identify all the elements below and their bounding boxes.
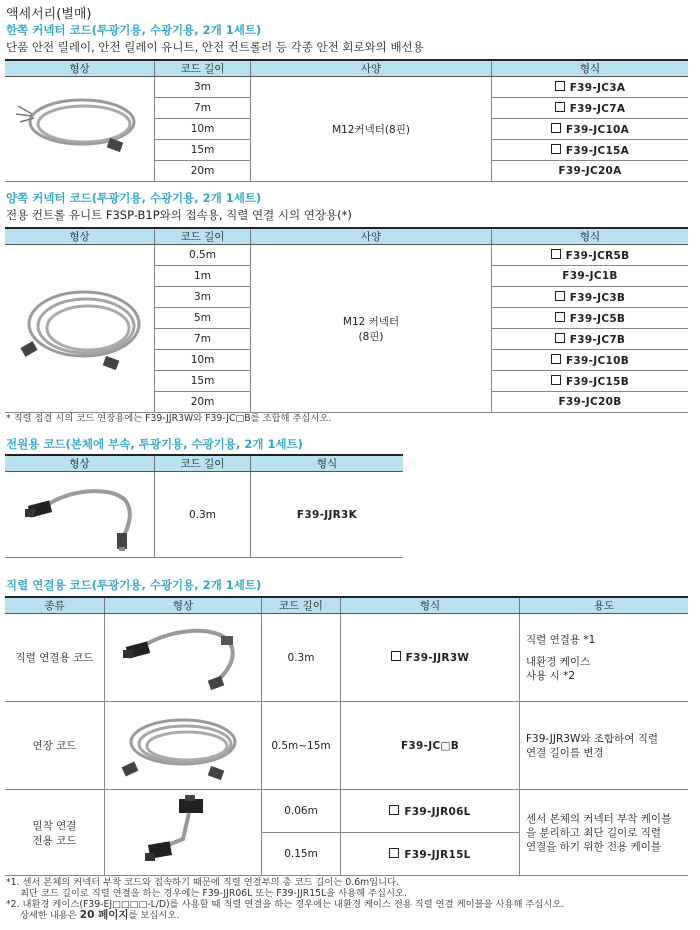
footnote-1b: 최단 코드 길이로 직렬 연결을 하는 경우에는 F39-JJR06L 또는 F39-JJR15L을 사용해 주십시오. — [20, 888, 407, 899]
header-shape: 형상 — [105, 597, 262, 614]
close-cord-image — [123, 793, 243, 873]
usage-line: 센서 본체의 커넥터 부착 케이블 — [526, 812, 672, 825]
usage-line: 을 분리하고 최단 길이로 직렬 — [526, 826, 662, 839]
power-cord-image-cell — [5, 472, 155, 558]
model-text: F39-JCR5B — [565, 249, 630, 262]
header-length: 코드 길이 — [155, 455, 251, 472]
usage-line: F39-JJR3W와 조합하여 직렬 — [526, 732, 659, 745]
length-cell: 15m — [155, 140, 251, 161]
checkbox-icon — [555, 312, 565, 322]
header-shape: 형상 — [5, 60, 155, 77]
series-cord-length: 0.3m — [262, 614, 341, 702]
model-text: F39-JC10B — [565, 354, 630, 367]
model-cell — [492, 245, 689, 266]
section1-table — [5, 59, 688, 182]
section1-subtitle: 단품 안전 릴레이, 안전 릴레이 유니트, 안전 컨트롤러 등 각종 안전 회로와의 배선용 — [6, 40, 424, 54]
kind-extension-cord: 연장 코드 — [5, 702, 105, 790]
checkbox-icon — [551, 249, 561, 259]
model-cell — [492, 77, 689, 98]
footnote-2b-post: 를 보십시오. — [128, 910, 180, 921]
table-row — [5, 77, 688, 98]
close-cord-model-text: F39-JJR06L — [404, 805, 471, 818]
section4-table — [5, 596, 688, 876]
series-cord-image — [113, 618, 253, 698]
model-text: F39-JC15B — [565, 375, 630, 388]
close-cord-model — [341, 790, 520, 833]
kind-series-cord: 직렬 연결용 코드 — [5, 614, 105, 702]
checkbox-icon — [551, 123, 561, 133]
close-cord-image-cell — [105, 790, 262, 876]
model-text: F39-JC3A — [569, 81, 626, 94]
model-cell — [492, 266, 689, 287]
section3-title: 전원용 코드(본체에 부속, 투광기용, 수광기용, 2개 1세트) — [6, 437, 303, 451]
checkbox-icon — [555, 81, 565, 91]
header-model: 형식 — [492, 228, 689, 245]
model-cell — [492, 119, 689, 140]
header-spec: 사양 — [251, 60, 492, 77]
length-cell: 10m — [155, 350, 251, 371]
model-text: F39-JC7A — [569, 102, 626, 115]
series-cord-model-text: F39-JJR3W — [405, 652, 470, 664]
length-cell: 5m — [155, 308, 251, 329]
shape-image-cell — [5, 245, 155, 413]
model-cell — [492, 308, 689, 329]
usage-line: 연결 길이를 변경 — [526, 746, 604, 759]
usage-line: 내환경 케이스 — [526, 655, 591, 668]
close-kind-line2: 전용 코드 — [32, 834, 77, 847]
length-cell: 15m — [155, 371, 251, 392]
spec-text: M12 커넥터 — [342, 315, 400, 328]
close-cord-length: 0.15m — [262, 833, 341, 876]
close-cord-usage — [520, 790, 689, 876]
model-text: F39-JC10A — [565, 123, 630, 136]
checkbox-icon — [555, 333, 565, 343]
close-cord-length: 0.06m — [262, 790, 341, 833]
spec-text: M12커넥터(8핀) — [332, 123, 410, 136]
header-model: 형식 — [492, 60, 689, 77]
length-cell: 20m — [155, 392, 251, 413]
model-cell — [492, 392, 689, 413]
checkbox-icon — [555, 102, 565, 112]
model-text: F39-JC1B — [562, 270, 618, 282]
length-cell: 7m — [155, 98, 251, 119]
extension-cord-image-cell — [105, 702, 262, 790]
power-cord-length: 0.3m — [155, 472, 251, 558]
model-text: F39-JC3B — [569, 291, 626, 304]
section2-note: * 직렬 접결 시의 코드 연장용에는 F39-JJR3W와 F39-JC□B를 조합해 주십시오. — [6, 413, 332, 424]
model-cell — [492, 140, 689, 161]
model-cell — [492, 98, 689, 119]
extension-cord-length: 0.5m~15m — [262, 702, 341, 790]
model-text: F39-JC7B — [569, 333, 626, 346]
series-cord-usage — [520, 614, 689, 702]
spec-cell — [251, 245, 492, 413]
length-cell: 7m — [155, 329, 251, 350]
header-length: 코드 길이 — [155, 228, 251, 245]
checkbox-icon — [551, 144, 561, 154]
model-cell — [492, 287, 689, 308]
model-text: F39-JC15A — [565, 144, 630, 157]
kind-close-cord — [5, 790, 105, 876]
extension-cord-usage — [520, 702, 689, 790]
extension-cord-image — [113, 706, 253, 786]
section2-table — [5, 227, 688, 413]
footnote-2a: *2. 내환경 케이스(F39-EJ□□□□-L/D)를 사용할 때 직렬 연결을 하는 경우에는 내환경 케이스 전용 직렬 연결 케이블을 사용해 주십시오. — [6, 899, 565, 910]
shape-image-cell — [5, 77, 155, 182]
page-title: 액세서리(별매) — [6, 7, 92, 22]
footnote-2b-pre: 상세한 내용은 — [20, 910, 80, 921]
section4-title: 직렬 연결용 코드(투광기용, 수광기용, 2개 1세트) — [6, 578, 262, 592]
header-usage: 용도 — [520, 597, 689, 614]
series-cord-model — [341, 614, 520, 702]
header-length: 코드 길이 — [155, 60, 251, 77]
model-cell — [492, 329, 689, 350]
power-cord-model: F39-JJR3K — [251, 472, 404, 558]
checkbox-icon — [551, 354, 561, 364]
extension-cord-model: F39-JC□B — [341, 702, 520, 790]
model-text: F39-JC5B — [569, 312, 626, 325]
spec-text: (8핀) — [358, 330, 384, 343]
usage-line: 직렬 연결용 *1 — [526, 633, 596, 646]
footnote-2b — [20, 910, 179, 921]
header-spec: 사양 — [251, 228, 492, 245]
model-cell — [492, 371, 689, 392]
checkbox-icon — [391, 651, 401, 661]
page-reference-link[interactable]: 20 페이지 — [79, 909, 129, 921]
length-cell: 3m — [155, 77, 251, 98]
series-cord-image-cell — [105, 614, 262, 702]
model-cell — [492, 350, 689, 371]
section2-title: 양쪽 커넥터 코드(투광기용, 수광기용, 2개 1세트) — [6, 191, 262, 205]
length-cell: 10m — [155, 119, 251, 140]
checkbox-icon — [551, 375, 561, 385]
header-model: 형식 — [251, 455, 404, 472]
table-row — [5, 245, 688, 266]
footnote-1a: *1. 센서 본체의 커넥터 부착 코드와 접속하기 때문에 직렬 연결부의 총 코드 길이는 0.6m입니다. — [6, 877, 400, 888]
section2-subtitle: 전용 컨트롤 유니트 F3SP-B1P와의 접속용, 직렬 연결 시의 연장용(*) — [6, 208, 352, 222]
section3-table — [5, 454, 403, 558]
header-kind: 종류 — [5, 597, 105, 614]
length-cell: 20m — [155, 161, 251, 182]
header-length: 코드 길이 — [262, 597, 341, 614]
spec-cell — [251, 77, 492, 182]
checkbox-icon — [389, 805, 399, 815]
checkbox-icon — [555, 291, 565, 301]
length-cell: 3m — [155, 287, 251, 308]
checkbox-icon — [389, 848, 399, 858]
model-text: F39-JC20B — [558, 396, 622, 408]
header-shape: 형상 — [5, 455, 155, 472]
power-cord-image — [15, 475, 145, 555]
single-connector-cord-image — [12, 84, 147, 174]
usage-line: 사용 시 *2 — [526, 669, 576, 682]
length-cell: 1m — [155, 266, 251, 287]
model-cell — [492, 161, 689, 182]
section1-title: 한쪽 커넥터 코드(투광기용, 수광기용, 2개 1세트) — [6, 23, 262, 37]
length-cell: 0.5m — [155, 245, 251, 266]
close-cord-model — [341, 833, 520, 876]
double-connector-cord-image — [12, 254, 147, 404]
usage-line: 연결을 하기 위한 전용 케이블 — [526, 840, 662, 853]
close-cord-model-text: F39-JJR15L — [404, 848, 471, 861]
header-model: 형식 — [341, 597, 520, 614]
model-text: F39-JC20A — [558, 165, 622, 177]
close-kind-line1: 밀착 연결 — [32, 819, 77, 832]
header-shape: 형상 — [5, 228, 155, 245]
